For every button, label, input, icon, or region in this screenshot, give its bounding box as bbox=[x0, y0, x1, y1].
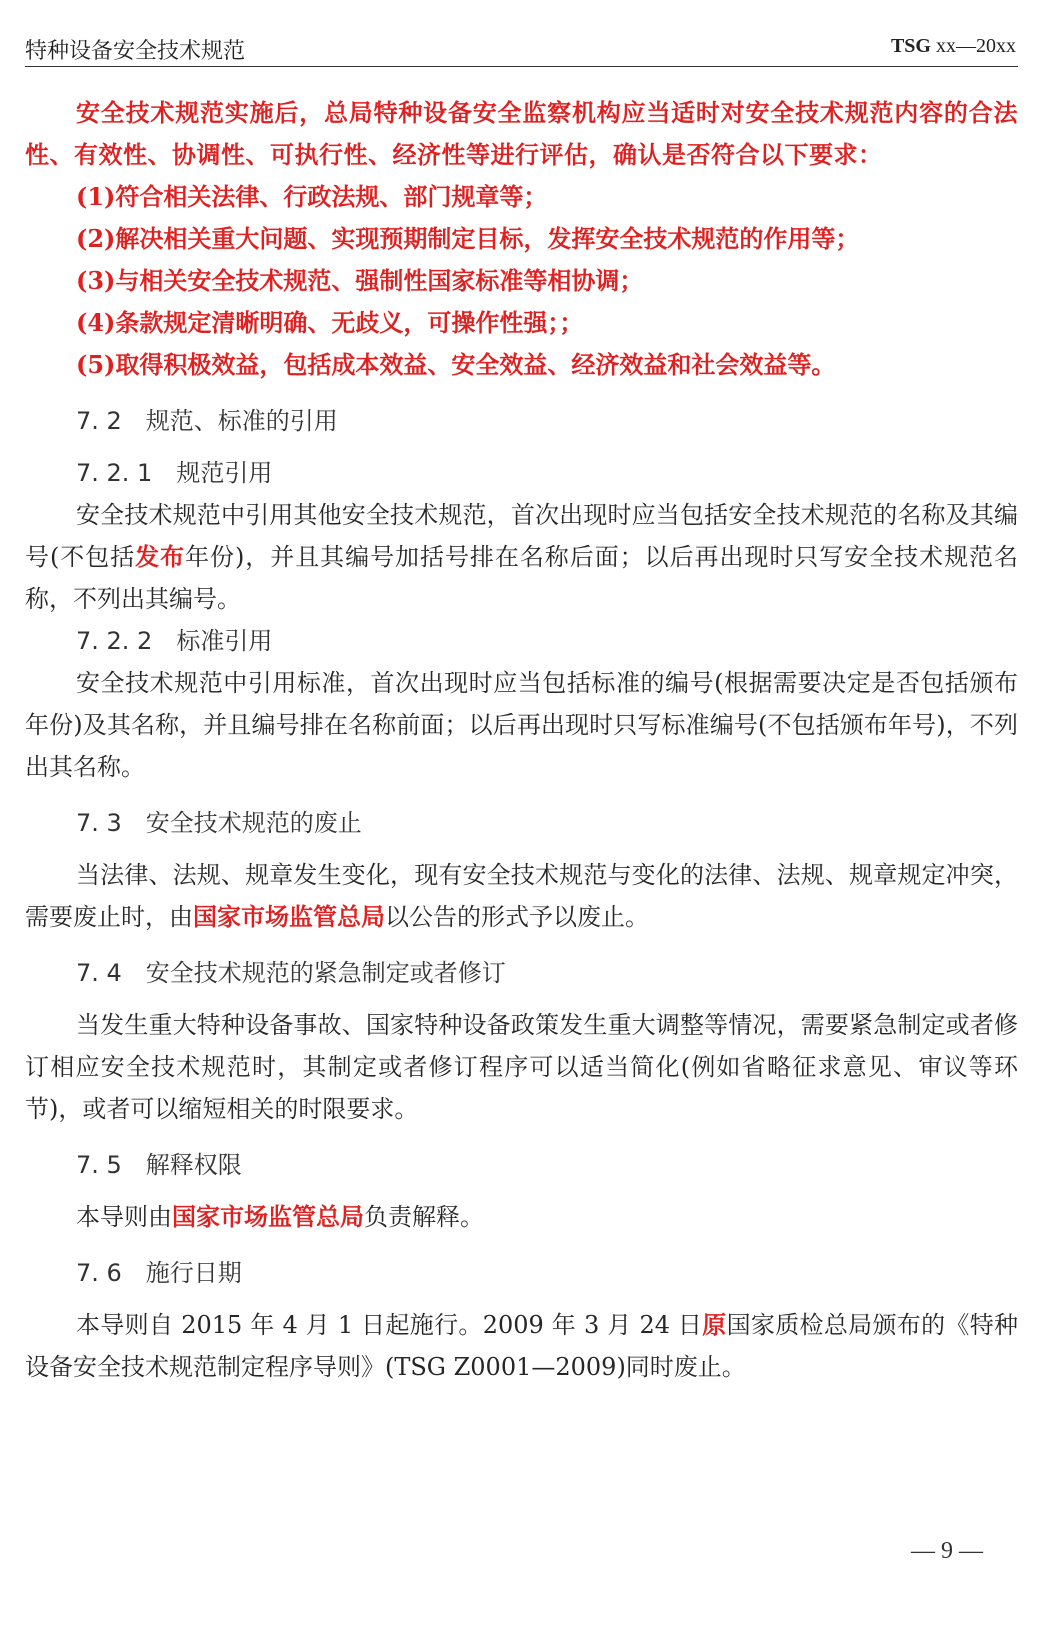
section-7-5-text bbox=[25, 1196, 1018, 1238]
section-7-2-2-text: 安全技术规范中引用标准，首次出现时应当包括标准的编号(根据需要决定是否包括颁布年份)及其名称，并且编号排在名称前面；以后再出现时只写标准编号(不包括颁布年号)，不列出其名称。 bbox=[25, 669, 1018, 781]
section-7-2-1-heading bbox=[25, 452, 1018, 494]
text-span: 负责解释。 bbox=[364, 1203, 484, 1231]
review-intro: 安全技术规范实施后，总局特种设备安全监察机构应当适时对安全技术规范内容的合法性、有效性、协调性、可执行性、经济性等进行评估，确认是否符合以下要求： bbox=[25, 98, 1018, 169]
section-7-4-heading bbox=[25, 952, 1018, 994]
review-item-4: (4)条款规定清晰明确、无歧义，可操作性强；； bbox=[76, 308, 584, 337]
section-title: 安全技术规范的紧急制定或者修订 bbox=[145, 959, 506, 987]
section-title: 标准引用 bbox=[176, 627, 273, 655]
section-7-2-heading bbox=[25, 400, 1018, 442]
section-number: 7. 2. 1 bbox=[76, 459, 153, 487]
text-span: 国家质检总局颁布的《特种设备安全技术规范制定程序导则》(TSG Z0001—2009)同时废止。 bbox=[25, 1311, 1019, 1381]
page-body bbox=[25, 92, 1018, 1388]
section-7-6-text bbox=[25, 1304, 1018, 1388]
text-span: 安全技术规范中引用其他安全技术规范，首次出现时应当包括安全技术规范的名称及其编号(不包括 bbox=[25, 501, 1018, 571]
section-number: 7. 2. 2 bbox=[76, 627, 153, 655]
section-number: 7. 2 bbox=[76, 407, 122, 435]
section-title: 施行日期 bbox=[145, 1259, 242, 1287]
section-number: 7. 5 bbox=[76, 1151, 122, 1179]
highlight-text: 国家市场监管总局 bbox=[193, 902, 385, 931]
section-7-2-1-text bbox=[25, 494, 1018, 620]
section-number: 7. 6 bbox=[76, 1259, 122, 1287]
section-7-5-heading bbox=[25, 1144, 1018, 1186]
section-title: 规范、标准的引用 bbox=[145, 407, 338, 435]
section-7-3-heading bbox=[25, 802, 1018, 844]
review-item-2: (2)解决相关重大问题、实现预期制定目标，发挥安全技术规范的作用等； bbox=[76, 224, 860, 253]
section-7-6-heading bbox=[25, 1252, 1018, 1294]
highlight-text: 国家市场监管总局 bbox=[172, 1202, 364, 1231]
section-7-3-text bbox=[25, 854, 1018, 938]
text-span: 本导则由 bbox=[76, 1203, 172, 1231]
highlight-text: 发布 bbox=[135, 542, 186, 571]
review-item-5: (5)取得积极效益，包括成本效益、安全效益、经济效益和社会效益等。 bbox=[76, 350, 836, 379]
text-span: 年份)，并且其编号加括号排在名称后面；以后再出现时只写安全技术规范名称，不列出其编号。 bbox=[25, 543, 1018, 613]
review-item-1: (1)符合相关法律、行政法规、部门规章等； bbox=[76, 182, 548, 211]
section-7-4-text: 当发生重大特种设备事故、国家特种设备政策发生重大调整等情况，需要紧急制定或者修订相应安全技术规范时，其制定或者修订程序可以适当简化(例如省略征求意见、审议等环节)，或者可以缩短相关的时限要求。 bbox=[25, 1011, 1018, 1123]
section-7-2-2-heading bbox=[25, 620, 1018, 662]
text-span: 当法律、法规、规章发生变化，现有安全技术规范与变化的法律、法规、规章规定冲突，需要废止时，由 bbox=[25, 861, 1018, 931]
header-title: 特种设备安全技术规范 bbox=[25, 39, 246, 64]
page-number: — 9 — bbox=[911, 1538, 983, 1564]
document-code-suffix: xx—20xx bbox=[931, 35, 1016, 57]
document-code-prefix: TSG bbox=[890, 35, 931, 57]
document-code bbox=[891, 35, 1016, 58]
section-title: 解释权限 bbox=[145, 1151, 242, 1179]
page-header bbox=[25, 30, 1018, 67]
text-span: 以公告的形式予以废止。 bbox=[385, 903, 649, 931]
section-title: 规范引用 bbox=[176, 459, 273, 487]
review-item-3: (3)与相关安全技术规范、强制性国家标准等相协调； bbox=[76, 266, 644, 295]
highlight-text: 原 bbox=[702, 1310, 727, 1339]
text-span: 本导则自 2015 年 4 月 1 日起施行。2009 年 3 月 24 日 bbox=[76, 1311, 703, 1339]
section-number: 7. 4 bbox=[76, 959, 122, 987]
section-number: 7. 3 bbox=[76, 809, 122, 837]
section-title: 安全技术规范的废止 bbox=[145, 809, 362, 837]
